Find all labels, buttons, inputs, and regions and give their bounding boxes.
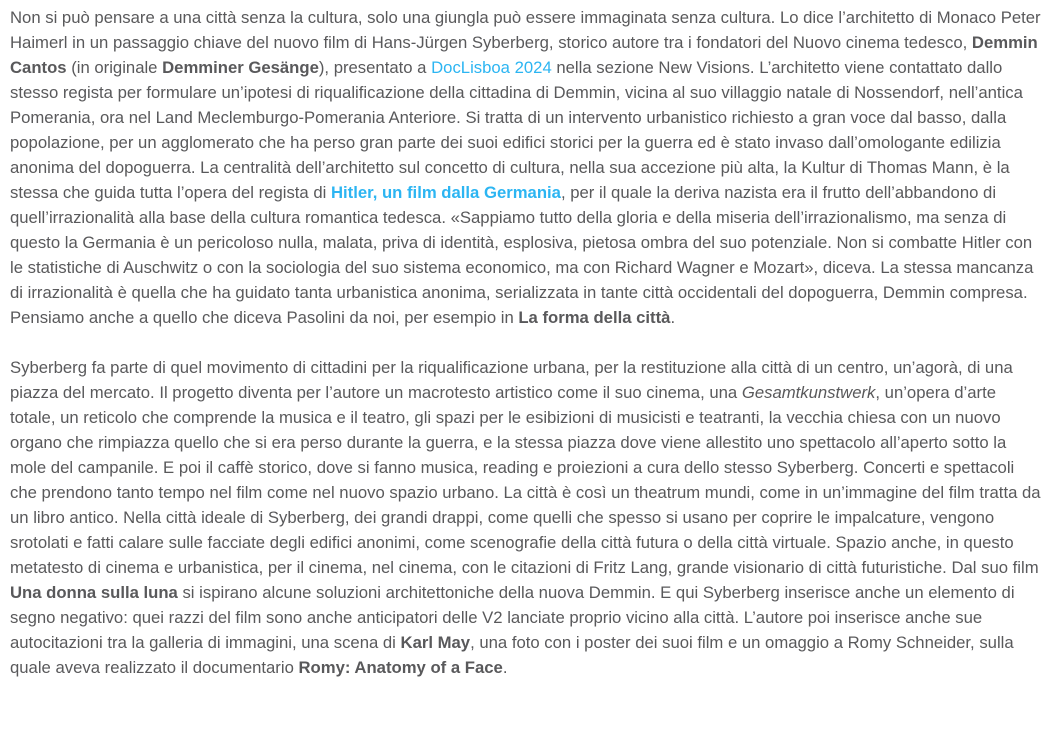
text-run: .: [670, 308, 676, 327]
text-run: , un’opera d’arte totale, un reticolo che comprende la musica e il teatro, gli spazi per le esibizioni di musicisti e teatranti, la vecchia chiesa con un nuovo organo che rimpiazza quello che si era perso durante la guerra, e la stessa piazza dove viene allestito uno spettacolo all’aperto sotto la mole del campanile. E poi il caffè storico, dove si fanno musica, reading e proiezioni a cura dello stesso Syberberg. Concerti e spettacoli che prendono tanto tempo nel film come nel nuovo spazio urbano. La città è così un theatrum mundi, come in un’immagine del film tratta da un libro antico. Nella città ideale di Syberberg, dei grandi drappi, come quelli che spesso si usano per coprire le impalcature, vengono srotolati e fatti calare sulle facciate degli edifici anonimi, come scenografie della città futura o della città virtuale. Spazio anche, in questo metatesto di cinema e urbanistica, per il cinema, nel cinema, con le citazioni di Fritz Lang, grande visionario di città futuristiche. Dal suo film: [10, 383, 1041, 577]
paragraph-1: [10, 5, 1044, 330]
film-title-karl-may: Karl May: [400, 633, 471, 652]
text-run: Non si può pensare a una città senza la cultura, solo una giungla può essere immaginata senza cultura. Lo dice l’architetto di Monaco Peter Haimerl in un passaggio chiave del nuovo film di Hans-Jürgen Syberberg, storico autore tra i fondatori del Nuovo cinema tedesco,: [10, 8, 1041, 52]
film-title-la-forma-della-citta: La forma della città: [518, 308, 671, 327]
doclisboa-2024-link[interactable]: DocLisboa 2024: [431, 58, 552, 77]
term-gesamtkunstwerk: Gesamtkunstwerk: [741, 383, 876, 402]
film-title-romy-anatomy-of-a-face: Romy: Anatomy of a Face: [298, 658, 503, 677]
text-run: , una foto con i poster dei suoi film e un omaggio a Romy Schneider, sulla quale aveva realizzato il documentario: [10, 633, 1014, 677]
text-run: si ispirano alcune soluzioni architettoniche della nuova Demmin. E qui Syberberg inserisce anche un elemento di segno negativo: quei razzi del film sono anche anticipatori delle V2 lanciate proprio vicino alla città. L’autore poi inserisce anche sue autocitazioni tra la galleria di immagini, una scena di: [10, 583, 1015, 652]
text-run: .: [502, 658, 508, 677]
text-run: , per il quale la deriva nazista era il frutto dell’abbandono di quell’irrazionalità alla base della cultura romantica tedesca. «Sappiamo tutto della gloria e della miseria dell’irrazionalismo, ma senza di questo la Germania è un pericoloso nulla, malata, priva di identità, esplosiva, pietosa ombra del suo potenziale. Non si combatte Hitler con le statistiche di Auschwitz o con la sociologia del suo sistema economico, ma con Richard Wagner e Mozart», diceva. La stessa mancanza di irrazionalità è quella che ha guidato tanta urbanistica anonima, serializzata in tante città occidentali del dopoguerra, Demmin compresa. Pensiamo anche a quello che diceva Pasolini da noi, per esempio in: [10, 183, 1034, 327]
text-run: Syberberg fa parte di quel movimento di cittadini per la riqualificazione urbana, per la restituzione alla città di un centro, un’agorà, di una piazza del mercato. Il progetto diventa per l’autore un macrotesto artistico come il suo cinema, una: [10, 358, 1013, 402]
text-run: (in originale: [66, 58, 163, 77]
film-title-demminer-gesaenge: Demminer Gesänge: [162, 58, 319, 77]
film-title-una-donna-sulla-luna: Una donna sulla luna: [10, 583, 178, 602]
film-title-demmin-cantos: Demmin Cantos: [10, 33, 1038, 77]
text-run: ), presentato a: [318, 58, 432, 77]
hitler-film-dalla-germania-link[interactable]: Hitler, un film dalla Germania: [330, 183, 561, 202]
paragraph-2: [10, 355, 1044, 680]
text-run: nella sezione New Visions. L’architetto viene contattato dallo stesso regista per formulare un’ipotesi di riqualificazione della cittadina di Demmin, vicina al suo villaggio natale di Nossendorf, nell’antica Pomerania, ora nel Land Meclemburgo-Pomerania Anteriore. Si tratta di un intervento urbanistico richiesto a gran voce dal basso, dalla popolazione, per un agglomerato che ha perso gran parte dei suoi edifici storici per la guerra ed è stato invaso dall’omologante edilizia anonima del dopoguerra. La centralità dell’architetto sul concetto di cultura, nella sua accezione più alta, la Kultur di Thomas Mann, è la stessa che guida tutta l’opera del regista di: [10, 58, 1023, 202]
